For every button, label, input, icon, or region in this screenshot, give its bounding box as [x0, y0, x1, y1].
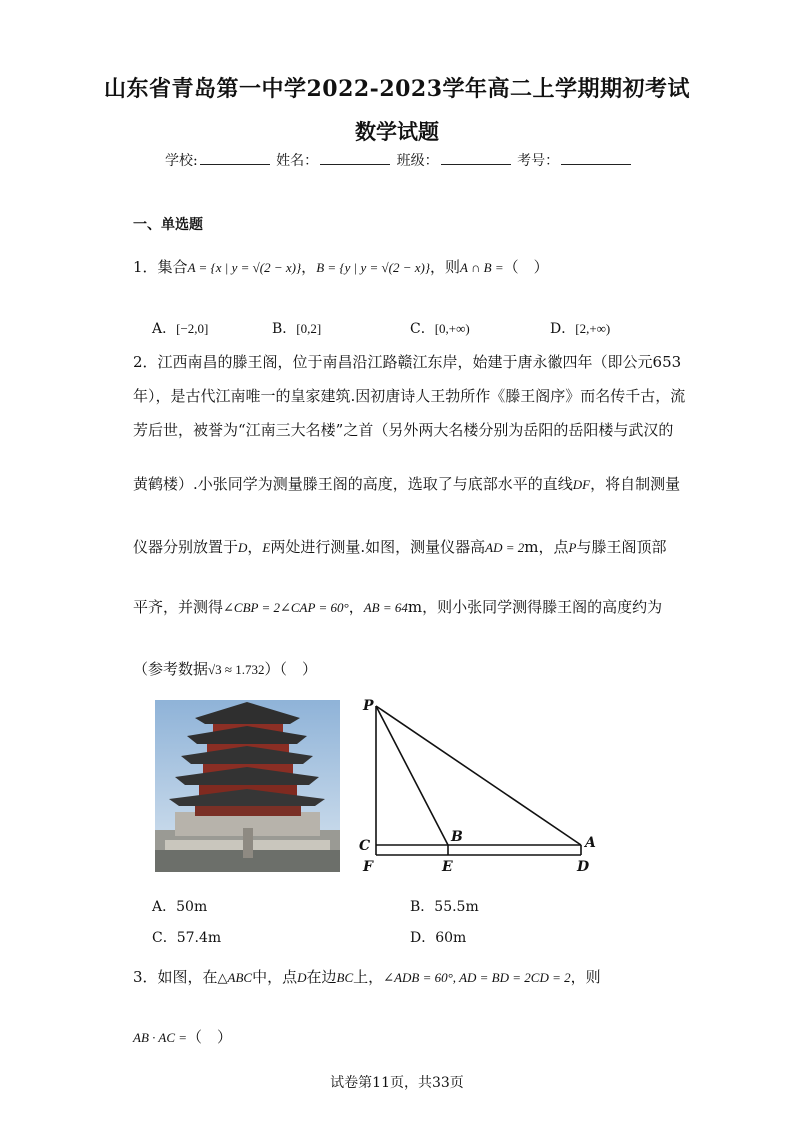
label-f: F: [363, 859, 373, 875]
q2-line-5: 仪器分别放置于D，E两处进行测量.如图，测量仪器高AD = 2m，点P与滕王阁顶部: [133, 538, 667, 556]
pavilion-image: [155, 700, 340, 872]
q3-line-2: AB · AC =（ ）: [133, 1028, 233, 1046]
q3-line-1: 3．如图，在△ABC中，点D在边BC上，∠ADB = 60°, AD = BD = 2CD = 2，则: [133, 968, 601, 986]
q1-option-d[interactable]: D．[2,+∞): [550, 321, 611, 337]
q1-option-a[interactable]: A．[−2,0]: [152, 321, 209, 337]
q2-line-6: 平齐，并测得∠CBP = 2∠CAP = 60°，AB = 64m，则小张同学测得滕王阁的高度约为: [133, 598, 663, 616]
question-1-stem: 1．集合A = {x | y = √(2 − x)}，B = {y | y = √(2 − x)}，则A ∩ B =（ ）: [133, 258, 549, 276]
q2-line-4: 黄鹤楼）.小张同学为测量滕王阁的高度，选取了与底部水平的直线DF，将自制测量: [133, 475, 681, 493]
dot-product-expr: AB · AC =: [133, 1030, 188, 1045]
q2-option-d[interactable]: D．60m: [410, 930, 467, 946]
exam-title: 山东省青岛第一中学2022-2023学年高二上学期期初考试: [103, 76, 691, 102]
q2-line-3: 芳后世，被誉为“江南三大名楼”之首（另外两大名楼分别为岳阳的岳阳楼与武汉的: [133, 421, 674, 439]
line-pb: [376, 706, 448, 845]
q2-option-c[interactable]: C．57.4m: [152, 930, 222, 946]
student-info-fields: [165, 150, 633, 170]
name-label: 姓名：: [276, 153, 319, 169]
intersection-expr: A ∩ B =: [460, 260, 504, 275]
name-blank[interactable]: [320, 152, 390, 165]
exam-number-blank[interactable]: [561, 152, 631, 165]
section-heading: 一、单选题: [133, 217, 203, 233]
set-b-formula: B = {y | y = √(2 − x)}: [316, 260, 431, 275]
q2-option-a[interactable]: A．50m: [152, 899, 208, 915]
line-pa: [376, 706, 581, 845]
exam-subtitle: 数学试题: [355, 119, 439, 144]
label-d: D: [577, 859, 590, 875]
triangle-figure: [355, 696, 605, 876]
page-footer: 试卷第11页，共33页: [330, 1075, 464, 1091]
class-blank[interactable]: [441, 152, 511, 165]
question-number: 1．: [133, 258, 158, 276]
set-a-formula: A = {x | y = √(2 − x)}: [187, 260, 302, 275]
q1-option-c[interactable]: C．[0,+∞): [410, 321, 470, 337]
pavilion-photo: [155, 700, 340, 872]
q2-line-1: 2．江西南昌的滕王阁，位于南昌沿江路赣江东岸，始建于唐永徽四年（即公元653: [133, 353, 682, 371]
label-c: C: [359, 838, 371, 854]
q2-line-2: 年），是古代江南唯一的皇家建筑.因初唐诗人王勃所作《滕王阁序》而名传千古，流: [133, 387, 686, 405]
label-p: P: [363, 698, 374, 714]
class-label: 班级：: [396, 153, 439, 169]
label-a: A: [585, 835, 596, 851]
school-blank[interactable]: [200, 152, 270, 165]
q1-option-b[interactable]: B．[0,2]: [272, 321, 322, 337]
geometry-diagram: [355, 696, 605, 876]
label-b: B: [451, 829, 463, 845]
q2-line-7: （参考数据√3 ≈ 1.732）（ ）: [133, 660, 318, 678]
school-label: 学校:: [165, 153, 198, 169]
q2-option-b[interactable]: B．55.5m: [410, 899, 479, 915]
label-e: E: [442, 859, 453, 875]
exam-number-label: 考号：: [517, 153, 560, 169]
